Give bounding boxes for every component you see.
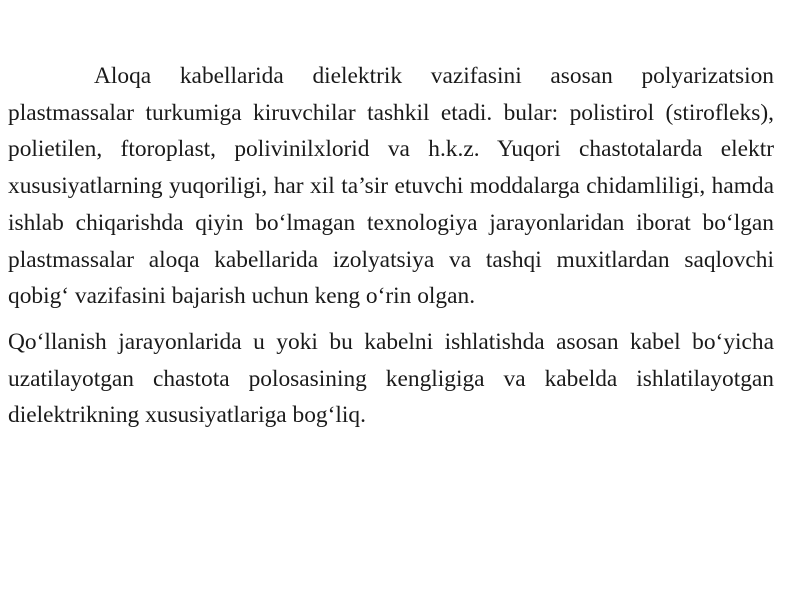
- slide-text-body: [8, 58, 774, 434]
- paragraph-1: Aloqa kabellarida dielektrik vazifasini asosan polyarizatsion plastmassalar turkumiga kiruvchilar tashkil etadi. bular: polistirol (stirofleks), polietilen, ftoroplast, polivinilxlorid va h.k.z. Yuqori chastotalarda elektr xususiyatlarning yuqoriligi, har xil ta’sir etuvchi moddalarga chidamliligi, hamda ishlab chiqarishda qiyin bo‘lmagan texnologiya jarayonlaridan iborat bo‘lgan plastmassalar aloqa kabellarida izolyatsiya va tashqi muxitlardan saqlovchi qobig‘ vazifasini bajarish uchun keng o‘rin olgan.: [8, 63, 774, 310]
- paragraph-2: Qo‘llanish jarayonlarida u yoki bu kabelni ishlatishda asosan kabel bo‘yicha uzatilayotgan chastota polosasining kengligiga va kabelda ishlatilayotgan dielektrikning xususiyatlariga bog‘liq.: [8, 328, 774, 429]
